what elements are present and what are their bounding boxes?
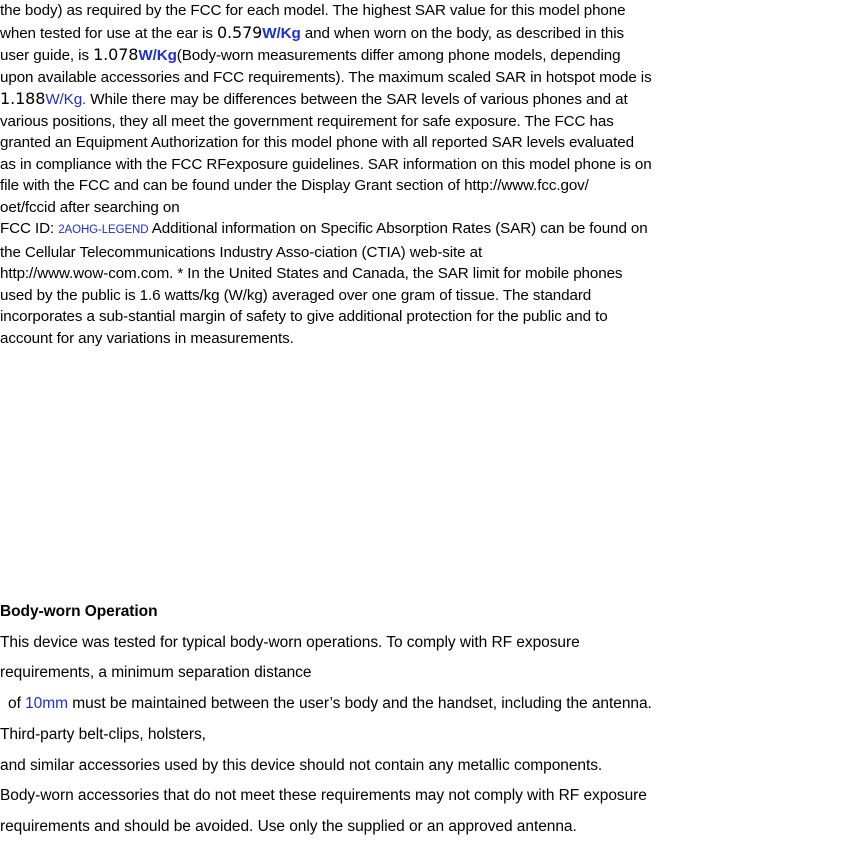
text-span: oet/fccid after searching on [0, 198, 180, 216]
text-span: upon available accessories and FCC requirements). The maximum scaled SAR in hotspot mode is [0, 68, 652, 86]
text-line [0, 781, 855, 812]
text-span: granted an Equipment Authorization for this model phone with all reported SAR levels evaluated [0, 134, 634, 151]
text-line [0, 154, 855, 176]
text-span: This device was tested for typical body-worn operations. To comply with RF exposure [0, 633, 580, 651]
separation-distance-value: 10mm [25, 695, 68, 713]
text-line [0, 751, 855, 782]
text-line [0, 67, 855, 89]
text-span: of [8, 695, 26, 713]
text-span: file with the FCC and can be found under the Display Grant section of http://www.fcc.gov/ [0, 177, 589, 194]
text-line [0, 242, 855, 264]
text-span: (Body-worn measurements differ among phone models, depending [176, 47, 621, 64]
fcc-id-value: 2AOHG-LEGEND [58, 224, 149, 236]
text-span: the body) as required by the FCC for each model. The highest SAR value for this model phone [0, 2, 626, 19]
section-heading: Body-worn Operation [0, 603, 158, 620]
sar-information-paragraph [0, 0, 855, 349]
text-line [0, 218, 855, 242]
text-span: user guide, is [0, 47, 94, 64]
text-span: Body-worn accessories that do not meet these requirements may not comply with RF exposure [0, 787, 647, 805]
text-span: as in compliance with the FCC RFexposure guidelines. SAR information on this model phone is on [0, 155, 652, 173]
text-line [0, 111, 855, 133]
text-span: requirements and should be avoided. Use only the supplied or an approved antenna. [0, 817, 577, 835]
text-line [0, 720, 855, 751]
fcc-id-label: FCC ID: [0, 220, 59, 237]
text-span: and similar accessories used by this device should not contain any metallic components. [0, 756, 603, 774]
text-line [0, 44, 855, 67]
ear-sar-unit: W/Kg [262, 24, 301, 42]
text-line [0, 689, 855, 720]
body-sar-value: 1.078 [93, 45, 139, 64]
text-line [0, 328, 855, 350]
text-span: the Cellular Telecommunications Industry Asso-ciation (CTIA) web-site at [0, 243, 483, 261]
text-line [0, 628, 855, 659]
text-line [0, 88, 855, 111]
text-span: requirements, a minimum separation distance [0, 664, 312, 682]
text-span: Additional information on Specific Absorption Rates (SAR) can be found on [148, 220, 648, 237]
text-span: must be maintained between the user’s body and the handset, including the antenna. [67, 695, 652, 713]
hotspot-sar-value: 1.188 [0, 89, 46, 108]
text-span: incorporates a sub-stantial margin of safety to give additional protection for the public and to [0, 308, 608, 325]
body-sar-unit: W/Kg [138, 47, 177, 64]
text-span: and when worn on the body, as described in this [300, 24, 625, 42]
ear-sar-value: 0.579 [216, 22, 263, 42]
text-line [0, 132, 855, 154]
text-line [0, 812, 855, 843]
text-span: While there may be differences between the SAR levels of various phones and at [86, 91, 628, 108]
body-worn-operation-section [0, 597, 855, 843]
text-line [0, 306, 855, 328]
text-span: various positions, they all meet the government requirement for safe exposure. The FCC has [0, 112, 614, 130]
text-span: account for any variations in measurements. [0, 329, 294, 347]
text-line [0, 0, 855, 22]
text-span: Third-party belt-clips, holsters, [0, 725, 206, 743]
text-line [0, 175, 855, 197]
text-span: used by the public is 1.6 watts/kg (W/kg) averaged over one gram of tissue. The standard [0, 286, 592, 304]
text-line [0, 263, 855, 285]
text-line [0, 658, 855, 689]
text-span: http://www.wow-com.com. * In the United States and Canada, the SAR limit for mobile phones [0, 265, 623, 282]
hotspot-sar-unit: W/Kg. [45, 91, 87, 108]
text-line [0, 197, 855, 219]
text-line [0, 22, 855, 45]
text-span: when tested for use at the ear is [0, 24, 217, 42]
text-line [0, 285, 855, 307]
